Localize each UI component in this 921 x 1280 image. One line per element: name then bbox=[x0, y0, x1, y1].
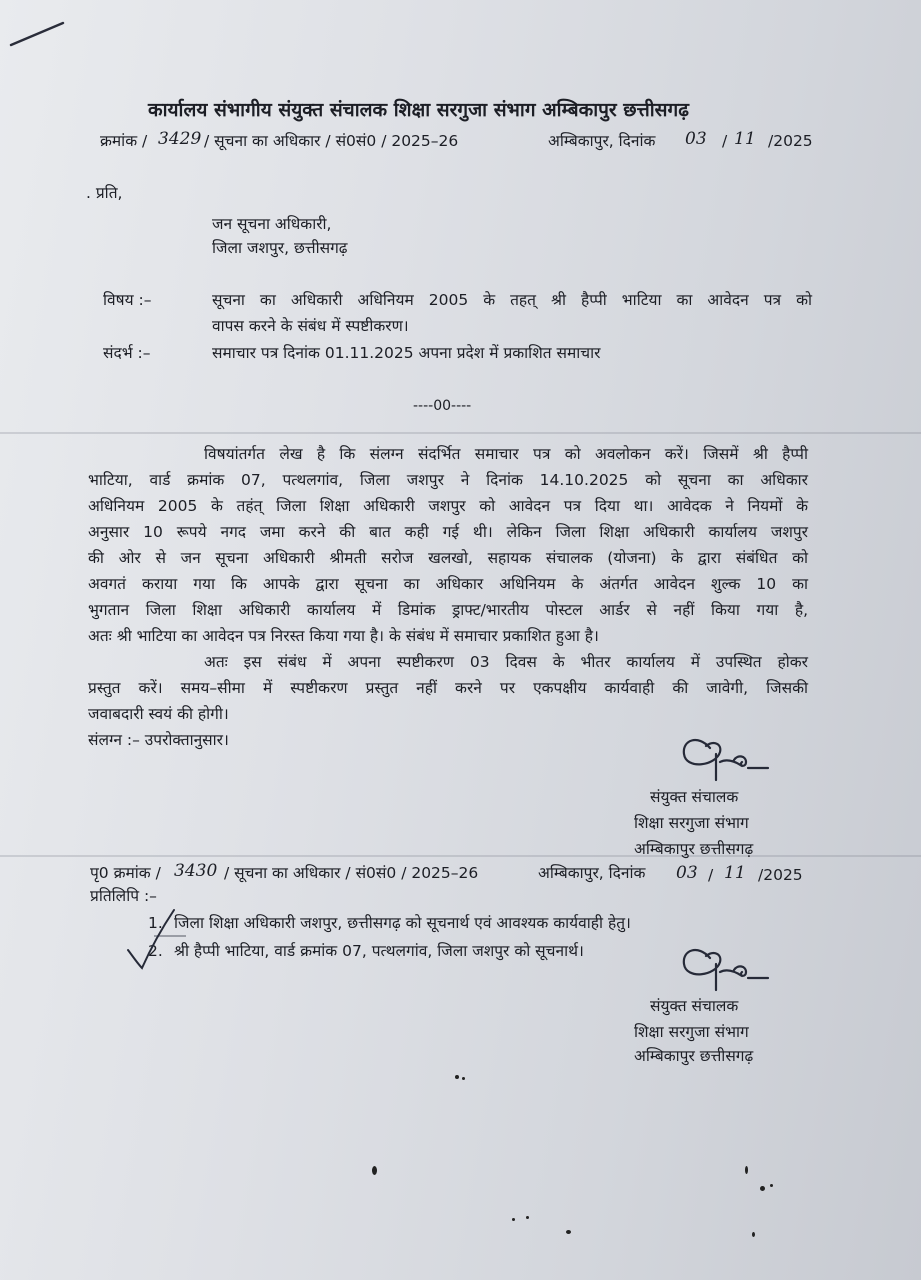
copy-date-day: 03 bbox=[676, 863, 698, 883]
reference-text: समाचार पत्र दिनांक 01.11.2025 अपना प्रदेश में प्रकाशित समाचार bbox=[212, 344, 601, 362]
ref-prefix: क्रमांक / bbox=[100, 132, 148, 150]
ink-speck bbox=[752, 1232, 755, 1237]
ref-suffix: / सूचना का अधिकार / सं0सं0 / 2025–26 bbox=[204, 132, 459, 150]
recipient-line-2: जिला जशपुर, छत्तीसगढ़ bbox=[212, 239, 348, 257]
ink-speck bbox=[462, 1077, 465, 1080]
ink-speck bbox=[566, 1230, 571, 1234]
copy-date-sep: / bbox=[708, 866, 714, 884]
ink-speck bbox=[760, 1186, 765, 1191]
paper-fold bbox=[0, 432, 921, 434]
subject-label: विषय :– bbox=[103, 291, 152, 309]
copy-ref-suffix: / सूचना का अधिकार / सं0सं0 / 2025–26 bbox=[224, 864, 479, 882]
body-line-4: अनुसार 10 रूपये नगद जमा करने की बात कही गई थी। लेकिन जिला शिक्षा अधिकारी कार्यालय जशपुर bbox=[88, 523, 808, 541]
copy-item-2-num: 2. bbox=[148, 942, 163, 960]
handwritten-tick-mark bbox=[124, 906, 194, 972]
body-line-11: जवाबदारी स्वयं की होगी। bbox=[88, 705, 229, 723]
subject-line-1: सूचना का अधिकारी अधिनियम 2005 के तहत् श्री हैप्पी भाटिया का आवेदन पत्र को bbox=[212, 291, 812, 309]
body-line-10: प्रस्तुत करें। समय–सीमा में स्पष्टीकरण प्रस्तुत नहीं करने पर एकपक्षीय कार्यवाही की जावेगी, जिसकी bbox=[88, 679, 808, 697]
signature-scribble-2 bbox=[676, 942, 786, 1002]
ink-speck bbox=[512, 1218, 515, 1221]
place-date-label: अम्बिकापुर, दिनांक bbox=[548, 132, 656, 150]
sig1-designation: संयुक्त संचालक bbox=[650, 788, 739, 806]
ink-speck bbox=[770, 1184, 773, 1187]
date-sep: / bbox=[722, 132, 728, 150]
sig2-place: अम्बिकापुर छत्तीसगढ़ bbox=[634, 1047, 754, 1065]
date-year: /2025 bbox=[768, 132, 813, 150]
copy-date-year: /2025 bbox=[758, 866, 803, 884]
body-line-2: भाटिया, वार्ड क्रमांक 07, पत्थलगांव, जिला जशपुर ने दिनांक 14.10.2025 को सूचना का अधिकार bbox=[88, 471, 808, 489]
body-line-6: अवगतं कराया गया कि आपके द्वारा सूचना का अधिकार अधिनियम के अंतर्गत आवेदन शुल्क 10 का bbox=[88, 575, 808, 593]
body-line-9: अतः इस संबंध में अपना स्पष्टीकरण 03 दिवस के भीतर कार्यालय में उपस्थित होकर bbox=[204, 653, 808, 671]
pratilipi-label: प्रतिलिपि :– bbox=[90, 887, 157, 905]
copy-ref-prefix: पृ0 क्रमांक / bbox=[90, 864, 161, 882]
paper-fold bbox=[0, 855, 921, 857]
prati-label: . प्रति, bbox=[86, 184, 123, 202]
sig1-place: अम्बिकापुर छत्तीसगढ़ bbox=[634, 840, 754, 858]
body-line-5: की ओर से जन सूचना अधिकारी श्रीमती सरोज खलखो, सहायक संचालक (योजना) के द्वारा संबंधित को bbox=[88, 549, 808, 567]
body-line-8: अतः श्री भाटिया का आवेदन पत्र निरस्त किया गया है। के संबंध में समाचार प्रकाशित हुआ है। bbox=[88, 627, 599, 645]
copy-date-month: 11 bbox=[724, 863, 746, 883]
body-line-3: अधिनियम 2005 के तहंत् जिला शिक्षा अधिकारी जशपुर को आवेदन पत्र दिया था। आवेदक ने नियमों के bbox=[88, 497, 808, 515]
copy-ref-handwritten-number: 3430 bbox=[174, 861, 218, 881]
copy-item-2-text: श्री हैप्पी भाटिया, वार्ड क्रमांक 07, पत्थलगांव, जिला जशपुर को सूचनार्थ। bbox=[174, 942, 584, 960]
enclosure-line: संलग्न :– उपरोक्तानुसार। bbox=[88, 731, 229, 749]
recipient-line-1: जन सूचना अधिकारी, bbox=[212, 215, 332, 233]
copy-item-1-text: जिला शिक्षा अधिकारी जशपुर, छत्तीसगढ़ को सूचनार्थ एवं आवश्यक कार्यवाही हेतु। bbox=[174, 914, 631, 932]
ink-speck bbox=[745, 1166, 748, 1174]
copy-item-1-num: 1. bbox=[148, 914, 163, 932]
body-line-7: भुगतान जिला शिक्षा अधिकारी कार्यालय में डिमांक ड्राफ्ट/भारतीय पोस्टल आर्डर से नहीं किया गया है, bbox=[88, 601, 808, 619]
copy-place-date-label: अम्बिकापुर, दिनांक bbox=[538, 864, 646, 882]
ink-speck bbox=[372, 1166, 377, 1175]
sig2-dept: शिक्षा सरगुजा संभाग bbox=[634, 1023, 749, 1041]
signature-scribble-1 bbox=[676, 732, 786, 792]
sig2-designation: संयुक्त संचालक bbox=[650, 997, 739, 1015]
date-day: 03 bbox=[685, 129, 707, 149]
office-title: कार्यालय संभागीय संयुक्त संचालक शिक्षा सरगुजा संभाग अम्बिकापुर छत्तीसगढ़ bbox=[148, 99, 689, 121]
ref-handwritten-number: 3429 bbox=[158, 129, 202, 149]
sig1-dept: शिक्षा सरगुजा संभाग bbox=[634, 814, 749, 832]
body-line-1: विषयांतर्गत लेख है कि संलग्न संदर्भित समाचार पत्र को अवलोकन करें। जिसमें श्री हैप्पी bbox=[204, 445, 808, 463]
reference-label: संदर्भ :– bbox=[103, 344, 151, 362]
ink-speck bbox=[455, 1075, 459, 1079]
date-month: 11 bbox=[734, 129, 756, 149]
separator: ----00---- bbox=[413, 398, 472, 414]
pen-stroke-mark bbox=[8, 18, 68, 50]
subject-line-2: वापस करने के संबंध में स्पष्टीकरण। bbox=[212, 317, 409, 335]
ink-speck bbox=[526, 1216, 529, 1219]
